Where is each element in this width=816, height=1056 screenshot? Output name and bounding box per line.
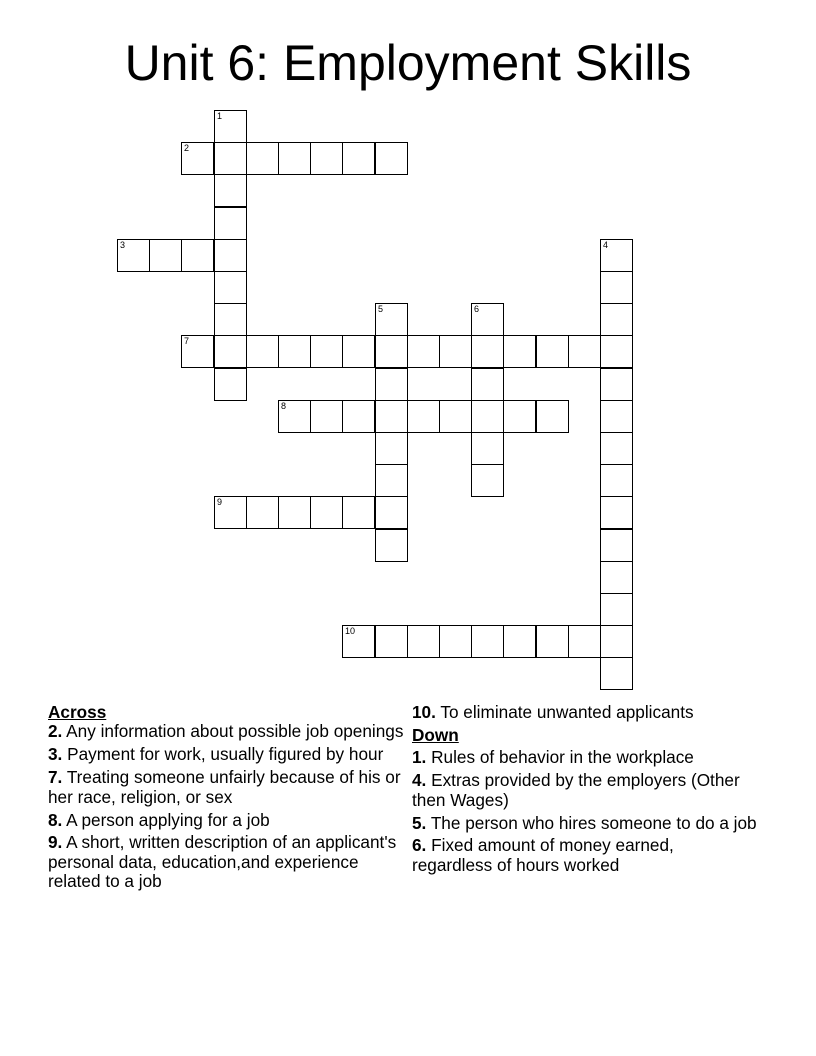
clue-number: 7 xyxy=(184,336,190,346)
clue-number: 10 xyxy=(345,626,356,636)
grid-cell[interactable] xyxy=(375,496,408,529)
clue-number: 1 xyxy=(217,111,223,121)
grid-cell[interactable] xyxy=(439,335,472,368)
grid-cell[interactable] xyxy=(439,400,472,433)
grid-cell[interactable] xyxy=(600,303,633,336)
grid-cell[interactable] xyxy=(310,335,343,368)
grid-cell[interactable] xyxy=(310,400,343,433)
grid-cell[interactable] xyxy=(214,303,247,336)
grid-cell[interactable] xyxy=(600,529,633,562)
across-clue-9: 9. A short, written description of an applicant's personal data, education,and experience related to a job xyxy=(48,832,397,892)
grid-cell[interactable] xyxy=(503,335,536,368)
clue-number: 6 xyxy=(474,304,480,314)
clue-number: 4 xyxy=(603,240,609,250)
grid-cell[interactable] xyxy=(439,625,472,658)
across-clue-7: 7. Treating someone unfairly because of his or her race, religion, or sex xyxy=(48,767,401,807)
grid-cell[interactable] xyxy=(342,335,375,368)
grid-cell[interactable] xyxy=(568,335,601,368)
grid-cell[interactable] xyxy=(342,496,375,529)
grid-cell[interactable] xyxy=(214,335,247,368)
grid-cell[interactable] xyxy=(149,239,182,272)
grid-cell[interactable] xyxy=(342,625,375,658)
clue-number: 9 xyxy=(217,497,223,507)
grid-cell[interactable] xyxy=(181,142,214,175)
grid-cell[interactable] xyxy=(600,335,633,368)
grid-cell[interactable] xyxy=(375,400,408,433)
grid-cell[interactable] xyxy=(214,239,247,272)
grid-cell[interactable] xyxy=(117,239,150,272)
across-clue-2: 2. Any information about possible job openings xyxy=(48,721,404,742)
grid-cell[interactable] xyxy=(600,657,633,690)
clues-left-column xyxy=(48,703,408,895)
down-clue-4: 4. Extras provided by the employers (Other then Wages) xyxy=(412,770,740,810)
grid-cell[interactable] xyxy=(600,368,633,401)
grid-cell[interactable] xyxy=(278,496,311,529)
across-heading: Across xyxy=(48,702,107,722)
grid-cell[interactable] xyxy=(375,625,408,658)
grid-cell[interactable] xyxy=(375,303,408,336)
grid-cell[interactable] xyxy=(503,625,536,658)
grid-cell[interactable] xyxy=(214,496,247,529)
grid-cell[interactable] xyxy=(471,368,504,401)
grid-cell[interactable] xyxy=(471,335,504,368)
grid-cell[interactable] xyxy=(375,432,408,465)
grid-cell[interactable] xyxy=(310,496,343,529)
grid-cell[interactable] xyxy=(278,400,311,433)
grid-cell[interactable] xyxy=(471,464,504,497)
down-clue-5: 5. The person who hires someone to do a job xyxy=(412,812,757,833)
clue-number: 5 xyxy=(378,304,384,314)
grid-cell[interactable] xyxy=(407,400,440,433)
across-clue-8: 8. A person applying for a job xyxy=(48,809,270,830)
grid-cell[interactable] xyxy=(214,110,247,143)
grid-cell[interactable] xyxy=(375,142,408,175)
grid-cell[interactable] xyxy=(600,496,633,529)
grid-cell[interactable] xyxy=(214,142,247,175)
down-heading: Down xyxy=(412,724,459,745)
grid-cell[interactable] xyxy=(375,529,408,562)
grid-cell[interactable] xyxy=(471,400,504,433)
down-clue-1: 1. Rules of behavior in the workplace xyxy=(412,747,694,768)
grid-cell[interactable] xyxy=(600,464,633,497)
grid-cell[interactable] xyxy=(278,142,311,175)
clue-number: 8 xyxy=(281,401,287,411)
grid-cell[interactable] xyxy=(375,464,408,497)
grid-cell[interactable] xyxy=(214,271,247,304)
across-clue-3: 3. Payment for work, usually figured by hour xyxy=(48,744,384,765)
grid-cell[interactable] xyxy=(600,271,633,304)
grid-cell[interactable] xyxy=(214,174,247,207)
page-title: Unit 6: Employment Skills xyxy=(124,35,692,91)
grid-cell[interactable] xyxy=(503,400,536,433)
clue-number: 3 xyxy=(120,240,126,250)
grid-cell[interactable] xyxy=(536,400,569,433)
grid-cell[interactable] xyxy=(407,625,440,658)
grid-cell[interactable] xyxy=(214,368,247,401)
grid-cell[interactable] xyxy=(600,239,633,272)
grid-cell[interactable] xyxy=(246,335,279,368)
grid-cell[interactable] xyxy=(310,142,343,175)
grid-cell[interactable] xyxy=(600,561,633,594)
grid-cell[interactable] xyxy=(342,400,375,433)
clue-number: 2 xyxy=(184,143,190,153)
grid-cell[interactable] xyxy=(407,335,440,368)
grid-cell[interactable] xyxy=(375,368,408,401)
grid-cell[interactable] xyxy=(342,142,375,175)
grid-cell[interactable] xyxy=(181,335,214,368)
grid-cell[interactable] xyxy=(600,625,633,658)
grid-cell[interactable] xyxy=(181,239,214,272)
grid-cell[interactable] xyxy=(246,496,279,529)
grid-cell[interactable] xyxy=(471,625,504,658)
grid-cell[interactable] xyxy=(568,625,601,658)
across-clue-10: 10. To eliminate unwanted applicants xyxy=(412,702,694,722)
grid-cell[interactable] xyxy=(600,593,633,626)
grid-cell[interactable] xyxy=(536,335,569,368)
grid-cell[interactable] xyxy=(600,400,633,433)
clues-right-column xyxy=(412,703,757,879)
down-clue-6: 6. Fixed amount of money earned, regardless of hours worked xyxy=(412,835,674,875)
grid-cell[interactable] xyxy=(471,303,504,336)
grid-cell[interactable] xyxy=(246,142,279,175)
grid-cell[interactable] xyxy=(375,335,408,368)
grid-cell[interactable] xyxy=(214,207,247,240)
grid-cell[interactable] xyxy=(600,432,633,465)
grid-cell[interactable] xyxy=(471,432,504,465)
grid-cell[interactable] xyxy=(278,335,311,368)
grid-cell[interactable] xyxy=(536,625,569,658)
